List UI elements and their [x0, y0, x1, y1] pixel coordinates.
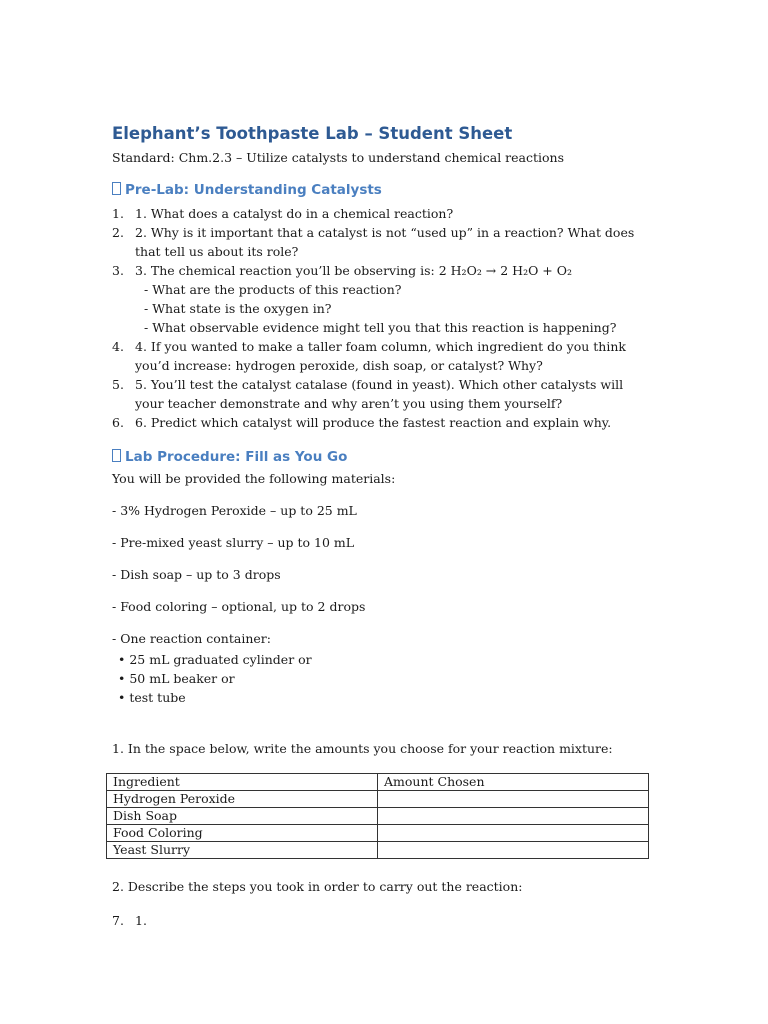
table-cell: Dish Soap	[107, 808, 378, 825]
standard-line: Standard: Chm.2.3 – Utilize catalysts to understand chemical reactions	[112, 150, 565, 165]
list-number: 7.	[112, 913, 124, 928]
table-cell: Yeast Slurry	[107, 842, 378, 859]
table-row	[107, 825, 649, 842]
container-option: • 25 mL graduated cylinder or	[118, 652, 312, 667]
list-item	[112, 911, 655, 930]
question-text: 6. Predict which catalyst will produce the fastest reaction and explain why.	[135, 415, 612, 430]
table-cell: Food Coloring	[107, 825, 378, 842]
question-text: 5. You’ll test the catalyst catalase (found in yeast). Which other catalysts will your teacher demonstrate and why aren’t you using them yourself?	[135, 377, 624, 411]
sub-question: - What are the products of this reaction?	[144, 282, 402, 297]
list-item	[112, 204, 655, 223]
missing-glyph-icon	[112, 182, 121, 195]
step-text: 1.	[135, 913, 147, 928]
list-number: 6.	[112, 415, 124, 430]
procedure-heading	[112, 449, 347, 465]
material-item: - Food coloring – optional, up to 2 drops	[112, 599, 366, 614]
document-title: Elephant’s Toothpaste Lab – Student Sheet	[112, 124, 513, 143]
table-row	[107, 842, 649, 859]
amount-cell[interactable]	[378, 842, 649, 859]
material-item: - Pre-mixed yeast slurry – up to 10 mL	[112, 535, 355, 550]
table-cell: Hydrogen Peroxide	[107, 791, 378, 808]
question-2: 2. Describe the steps you took in order to carry out the reaction:	[112, 879, 523, 894]
question-text: 3. The chemical reaction you’ll be observing is: 2 H₂O₂ → 2 H₂O + O₂	[135, 263, 573, 278]
prelab-heading	[112, 182, 382, 198]
sub-question: - What state is the oxygen in?	[144, 301, 332, 316]
material-item: - One reaction container:	[112, 631, 271, 646]
list-item	[112, 223, 655, 261]
question-text: 1. What does a catalyst do in a chemical reaction?	[135, 206, 454, 221]
list-number: 2.	[112, 225, 124, 240]
material-item: - Dish soap – up to 3 drops	[112, 567, 281, 582]
list-item	[112, 413, 655, 432]
list-number: 3.	[112, 263, 124, 278]
container-options	[118, 650, 312, 707]
procedure-heading-text: Lab Procedure: Fill as You Go	[125, 449, 348, 465]
prelab-questions	[112, 204, 655, 432]
missing-glyph-icon	[112, 449, 121, 462]
list-item	[112, 337, 655, 375]
prelab-heading-text: Pre-Lab: Understanding Catalysts	[125, 182, 382, 198]
question-1: 1. In the space below, write the amounts you choose for your reaction mixture:	[112, 741, 613, 756]
table-row	[107, 791, 649, 808]
table-header-cell: Ingredient	[107, 774, 378, 791]
material-item: - 3% Hydrogen Peroxide – up to 25 mL	[112, 503, 357, 518]
amount-cell[interactable]	[378, 791, 649, 808]
steps-list	[112, 911, 655, 930]
table-header-row	[107, 774, 649, 791]
question-text: 4. If you wanted to make a taller foam column, which ingredient do you think you’d increase: hydrogen peroxide, dish soap, or catalyst? Why?	[135, 339, 626, 373]
amount-cell[interactable]	[378, 825, 649, 842]
list-item	[112, 261, 655, 337]
list-number: 1.	[112, 206, 124, 221]
container-option: • test tube	[118, 690, 186, 705]
question-text: 2. Why is it important that a catalyst is not “used up” in a reaction? What does that tell us about its role?	[135, 225, 635, 259]
container-option: • 50 mL beaker or	[118, 671, 235, 686]
ingredients-table	[106, 773, 649, 859]
list-item	[112, 375, 655, 413]
table-header-cell: Amount Chosen	[378, 774, 649, 791]
amount-cell[interactable]	[378, 808, 649, 825]
materials-intro: You will be provided the following materials:	[112, 471, 396, 486]
list-number: 5.	[112, 377, 124, 392]
list-number: 4.	[112, 339, 124, 354]
table-row	[107, 808, 649, 825]
sub-question: - What observable evidence might tell you that this reaction is happening?	[144, 320, 617, 335]
